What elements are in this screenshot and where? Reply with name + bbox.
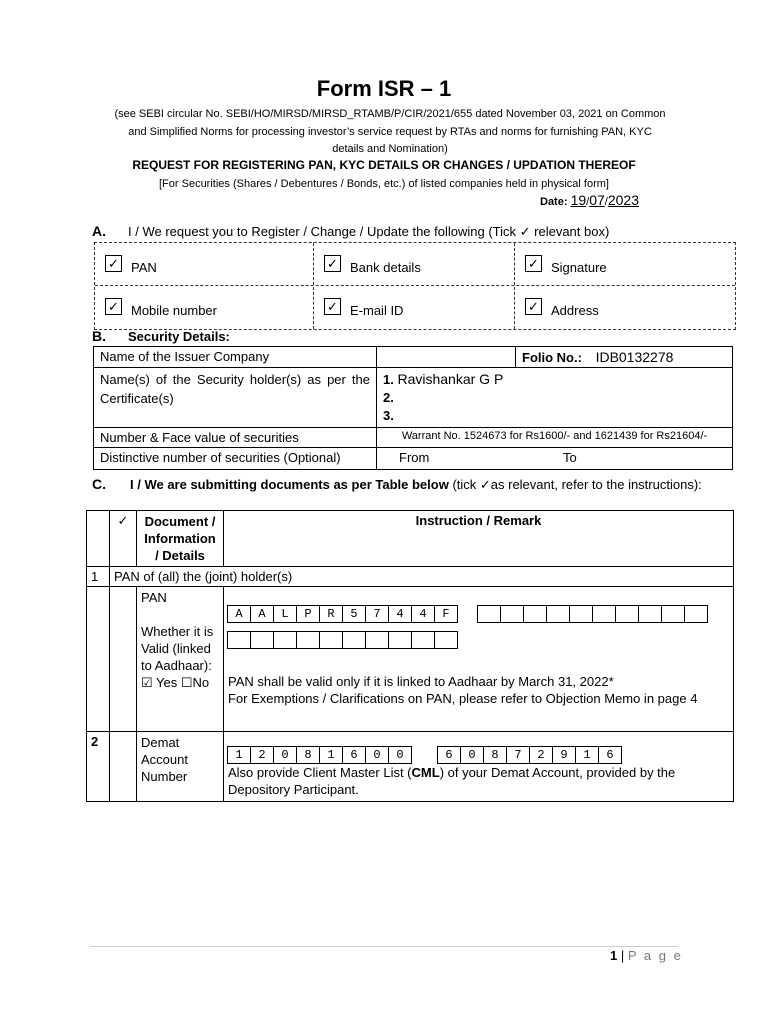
demat2-char-8: 6 xyxy=(598,746,622,764)
security-details-table xyxy=(93,346,733,470)
demat2-char-2: 0 xyxy=(460,746,484,764)
section-a-text: I / We request you to Register / Change / Update the following (Tick ✓ relevant box) xyxy=(128,224,610,239)
yes-label: Yes xyxy=(156,675,178,690)
pan2-char-5 xyxy=(569,605,593,623)
option-pan[interactable] xyxy=(95,243,313,285)
header-instruction: Instruction / Remark xyxy=(224,511,734,567)
distinctive-label: Distinctive number of securities (Optional) xyxy=(94,448,377,470)
row-2-num: 2 xyxy=(87,732,110,802)
pan3-char-1 xyxy=(227,631,251,649)
option-bank-details[interactable] xyxy=(314,243,514,285)
option-mobile-number-label: Mobile number xyxy=(131,303,217,318)
demat1-char-1: 1 xyxy=(227,746,251,764)
folio-label: Folio No.: xyxy=(522,350,582,365)
subtitle-line-2: and Simplified Norms for processing investor’s service request by RTAs and norms for furnishing PAN, KYC xyxy=(128,126,652,138)
section-b-heading xyxy=(92,328,230,344)
update-options-grid xyxy=(94,242,736,330)
footer-divider xyxy=(90,946,678,947)
yes-checkbox[interactable]: ☑ xyxy=(141,675,153,690)
date-year: 2023 xyxy=(607,192,640,208)
holders-cell[interactable] xyxy=(377,368,733,428)
demat2-char-3: 8 xyxy=(483,746,507,764)
page-sep: | xyxy=(620,948,625,963)
pan3-char-3 xyxy=(273,631,297,649)
section-c-letter: C. xyxy=(92,476,106,492)
header-document: Document / Information / Details xyxy=(137,511,224,567)
option-email-id-label: E-mail ID xyxy=(350,303,404,318)
page-footer xyxy=(610,948,683,963)
option-signature-label: Signature xyxy=(551,260,607,275)
pan-number-boxes-2[interactable] xyxy=(478,605,708,623)
pan-valid-label: Whether it is Valid (linked to Aadhaar): xyxy=(141,624,214,673)
documents-table xyxy=(86,510,734,802)
page-word: P a g e xyxy=(627,948,683,963)
date-day: 19 xyxy=(570,192,587,208)
issuer-label: Name of the Issuer Company xyxy=(94,347,377,368)
pan2-char-7 xyxy=(615,605,639,623)
holders-label: Name(s) of the Security holder(s) as per the Certificate(s) xyxy=(94,368,377,428)
demat2-char-7: 1 xyxy=(575,746,599,764)
demat1-char-6: 6 xyxy=(342,746,366,764)
section-c-text: I / We are submitting documents as per Table below xyxy=(130,477,449,492)
pan-char-5: R xyxy=(319,605,343,623)
pan-char-10: F xyxy=(434,605,458,623)
page-number: 1 xyxy=(610,948,618,963)
pan3-char-5 xyxy=(319,631,343,649)
no-checkbox[interactable]: ☐ xyxy=(180,675,193,690)
pan-valid-options[interactable] xyxy=(141,674,219,691)
folio-value: IDB0132278 xyxy=(595,349,674,365)
row-1-num: 1 xyxy=(87,567,110,587)
pan3-char-6 xyxy=(342,631,366,649)
demat1-char-7: 0 xyxy=(365,746,389,764)
subtitle-line-3: details and Nomination) xyxy=(332,143,448,155)
securities-label: Number & Face value of securities xyxy=(94,428,377,448)
pan3-char-8 xyxy=(388,631,412,649)
pan-number-boxes-3[interactable] xyxy=(228,631,458,649)
pan2-char-3 xyxy=(523,605,547,623)
pan2-char-9 xyxy=(661,605,685,623)
pan3-char-4 xyxy=(296,631,320,649)
form-title: Form ISR – 1 xyxy=(316,76,452,101)
option-pan-label: PAN xyxy=(131,260,157,275)
pan2-char-4 xyxy=(546,605,570,623)
checkbox-address[interactable]: ✓ xyxy=(525,298,542,315)
checkbox-email-id[interactable]: ✓ xyxy=(324,298,341,315)
pan-char-6: 5 xyxy=(342,605,366,623)
header-tick: ✓ xyxy=(110,511,137,567)
date-label: Date: xyxy=(540,196,568,208)
section-c-note: (tick ✓as relevant, refer to the instructions): xyxy=(452,477,702,492)
option-signature[interactable] xyxy=(515,243,735,285)
holder-3-num: 3. xyxy=(383,408,394,423)
section-a-heading xyxy=(92,223,609,240)
pan3-char-2 xyxy=(250,631,274,649)
section-c-heading xyxy=(92,476,732,493)
demat1-char-4: 8 xyxy=(296,746,320,764)
pan-char-3: L xyxy=(273,605,297,623)
option-email-id[interactable] xyxy=(314,286,514,328)
holder-2-num: 2. xyxy=(383,390,394,405)
pan-note-1: PAN shall be valid only if it is linked to Aadhaar by March 31, 2022* xyxy=(228,674,614,689)
pan-char-8: 4 xyxy=(388,605,412,623)
option-address[interactable] xyxy=(515,286,735,328)
date-field[interactable]: Date: 19/07/2023 xyxy=(540,192,640,208)
pan-doc-cell xyxy=(137,587,224,732)
no-label: No xyxy=(192,675,210,690)
pan2-char-1 xyxy=(477,605,501,623)
pan2-char-10 xyxy=(684,605,708,623)
issuer-value[interactable] xyxy=(377,347,516,368)
pan-note-2: For Exemptions / Clarifications on PAN, please refer to Objection Memo in page 4 xyxy=(228,691,698,706)
checkbox-bank-details[interactable]: ✓ xyxy=(324,255,341,272)
pan-char-4: P xyxy=(296,605,320,623)
folio-cell[interactable] xyxy=(516,347,733,368)
demat-label: Demat Account Number xyxy=(137,732,224,802)
pan2-char-2 xyxy=(500,605,524,623)
pan3-char-9 xyxy=(411,631,435,649)
pan3-char-10 xyxy=(434,631,458,649)
distinctive-range[interactable] xyxy=(377,448,733,470)
pan3-char-7 xyxy=(365,631,389,649)
section-a-letter: A. xyxy=(92,223,106,239)
subtitle-line-1: (see SEBI circular No. SEBI/HO/MIRSD/MIRSD_RTAMB/P/CIR/2021/655 dated November 03, 2021 on Common xyxy=(114,108,666,120)
request-heading: REQUEST FOR REGISTERING PAN, KYC DETAILS OR CHANGES / UPDATION THEREOF xyxy=(132,158,636,172)
demat1-char-3: 0 xyxy=(273,746,297,764)
option-address-label: Address xyxy=(551,303,599,318)
option-mobile-number[interactable] xyxy=(95,286,313,328)
demat2-char-6: 9 xyxy=(552,746,576,764)
to-label: To xyxy=(562,450,577,465)
section-b-letter: B. xyxy=(92,328,106,344)
pan-number-boxes[interactable] xyxy=(228,605,458,623)
pan-instruction-cell xyxy=(224,587,734,732)
checkbox-signature[interactable]: ✓ xyxy=(525,255,542,272)
demat-number-boxes-1[interactable] xyxy=(228,746,412,764)
checkbox-mobile-number[interactable]: ✓ xyxy=(105,298,122,315)
option-bank-details-label: Bank details xyxy=(350,260,421,275)
pan-char-9: 4 xyxy=(411,605,435,623)
securities-value[interactable]: Warrant No. 1524673 for Rs1600/- and 1621439 for Rs21604/- xyxy=(377,428,733,448)
demat2-char-5: 2 xyxy=(529,746,553,764)
demat-instruction-cell xyxy=(224,732,734,802)
section-b-title: Security Details: xyxy=(128,329,230,344)
pan-char-7: 7 xyxy=(365,605,389,623)
request-subheading: [For Securities (Shares / Debentures / Bonds, etc.) of listed companies held in physical form] xyxy=(159,178,609,190)
demat1-char-8: 0 xyxy=(388,746,412,764)
demat-number-boxes-2[interactable] xyxy=(438,746,622,764)
demat2-char-4: 7 xyxy=(506,746,530,764)
demat2-char-1: 6 xyxy=(437,746,461,764)
pan-label: PAN xyxy=(141,590,167,605)
pan2-char-6 xyxy=(592,605,616,623)
demat1-char-5: 1 xyxy=(319,746,343,764)
row-1-title: PAN of (all) the (joint) holder(s) xyxy=(110,567,734,587)
pan2-char-8 xyxy=(638,605,662,623)
pan-char-1: A xyxy=(227,605,251,623)
holder-1-name: Ravishankar G P xyxy=(397,371,504,387)
date-month: 07 xyxy=(589,192,605,208)
checkbox-pan[interactable]: ✓ xyxy=(105,255,122,272)
demat-note: Also provide Client Master List (CML) of your Demat Account, provided by the Depository Participant. xyxy=(228,765,676,797)
demat1-char-2: 2 xyxy=(250,746,274,764)
pan-char-2: A xyxy=(250,605,274,623)
holder-1-num: 1. xyxy=(383,372,394,387)
from-label: From xyxy=(399,450,430,465)
